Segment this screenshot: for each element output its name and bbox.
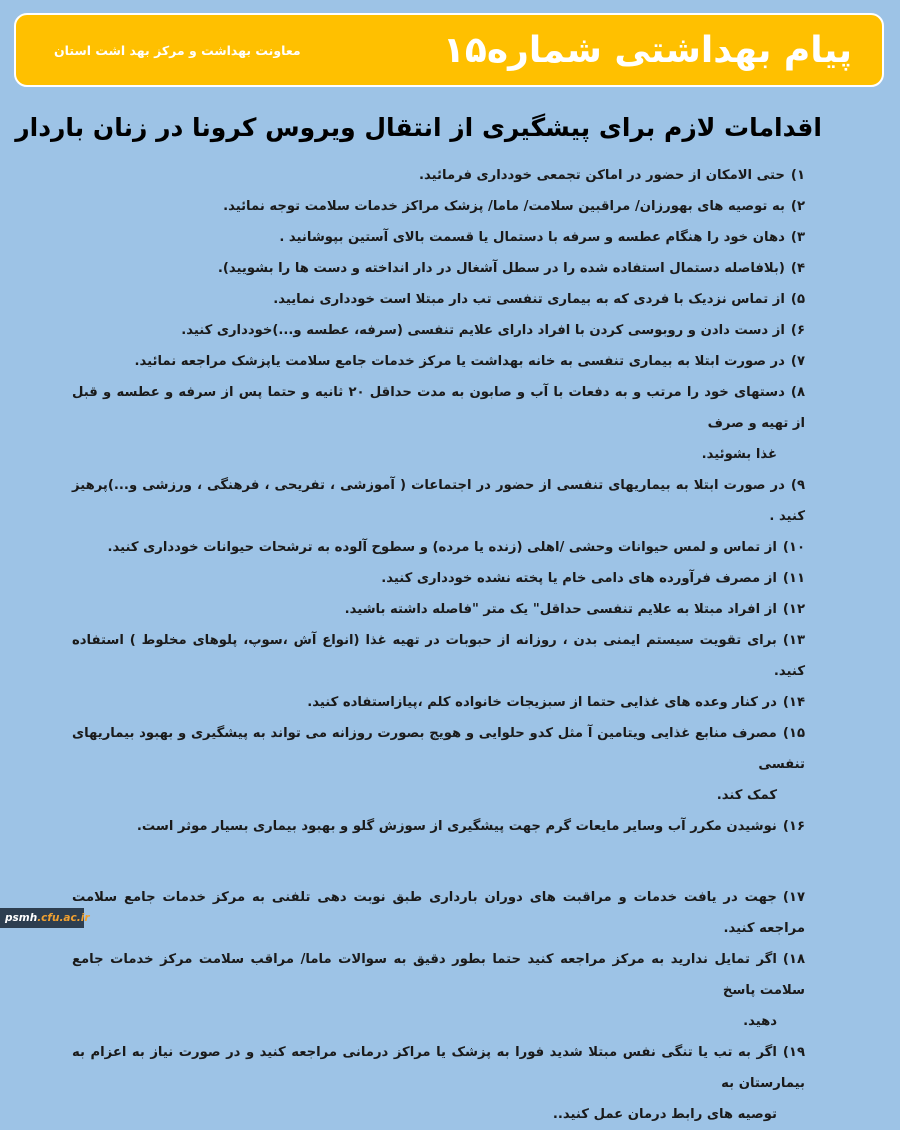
item-text: نوشیدن مکرر آب وسایر مایعات گرم جهت پیشگیری از سوزش گلو و بهبود بیماری بسیار موثر است. <box>136 819 777 834</box>
item-text-continuation: توصیه های رابط درمان عمل کنید.. <box>552 1107 777 1122</box>
item-number: ۸) <box>790 385 805 400</box>
item-number: ۱۸) <box>782 952 805 967</box>
list-item <box>72 346 805 377</box>
site-watermark <box>0 908 90 928</box>
item-text-continuation: کمک کند. <box>716 788 777 803</box>
item-number: ۱۱) <box>782 571 805 586</box>
item-text: در صورت ابتلا به بیماری تنفسی به خانه بهداشت یا مرکز خدمات جامع سلامت یاپزشک مراجعه نمائید. <box>134 354 785 369</box>
header-banner <box>14 13 884 87</box>
item-text: جهت در یافت خدمات و مراقبت های دوران بارداری طبق نوبت دهی تلفنی به مرکز خدمات جامع سلامت مراجعه کنید. <box>72 890 805 936</box>
item-number: ۹) <box>790 478 805 493</box>
item-number: ۱۶) <box>782 819 805 834</box>
item-number: ۳) <box>790 230 805 245</box>
list-item <box>72 222 805 253</box>
item-text: از تماس و لمس حیوانات وحشی /اهلی (زنده یا مرده) و سطوح آلوده به ترشحات حیوانات خودداری کنید. <box>107 540 777 555</box>
item-text: حتی الامکان از حضور در اماکن تجمعی خودداری فرمائید. <box>419 168 785 183</box>
item-number: ۱۳) <box>782 633 805 648</box>
item-text: از مصرف فرآورده های دامی خام یا پخته نشده خودداری کنید. <box>381 571 777 586</box>
list-item <box>72 718 805 811</box>
item-text: از افراد مبتلا به علایم تنفسی حداقل" یک متر "فاصله داشته باشید. <box>344 602 777 617</box>
item-number: ۱) <box>790 168 805 183</box>
item-number: ۱۰) <box>782 540 805 555</box>
item-text: برای تقویت سیستم ایمنی بدن ، روزانه از حبوبات در تهیه غذا (انواع آش ،سوپ، پلوهای مخلوط ) استفاده کنید. <box>72 633 805 679</box>
list-item <box>72 377 805 470</box>
item-text: (بلافاصله دستمال استفاده شده را در سطل آشغال در دار انداخته و دست ها را بشویید). <box>217 261 785 276</box>
watermark-part1: psmh <box>5 912 38 924</box>
item-text: در صورت ابتلا به بیماریهای تنفسی از حضور در اجتماعات ( آموزشی ، تفریحی ، فرهنگی ، ورزشی و...)پرهیز کنید . <box>72 478 805 524</box>
recommendations-list <box>72 160 805 1130</box>
list-item <box>72 625 805 687</box>
list-item <box>72 191 805 222</box>
list-item <box>72 1037 805 1130</box>
list-item <box>72 563 805 594</box>
item-number: ۶) <box>790 323 805 338</box>
page-title: اقدامات لازم برای پیشگیری از انتقال ویروس کرونا در زنان باردار <box>15 113 822 142</box>
list-item <box>72 470 805 532</box>
header-title: پیام بهداشتی شماره۱۵ <box>442 30 852 71</box>
item-number: ۱۴) <box>782 695 805 710</box>
item-number: ۴) <box>790 261 805 276</box>
list-item <box>72 687 805 718</box>
list-item <box>72 253 805 284</box>
item-number: ۷) <box>790 354 805 369</box>
item-number: ۱۷) <box>782 890 805 905</box>
list-item <box>72 315 805 346</box>
item-text: دهان خود را هنگام عطسه و سرفه با دستمال یا قسمت بالای آستین بپوشانید . <box>279 230 785 245</box>
list-item <box>72 284 805 315</box>
item-text: از تماس نزدیک با فردی که به بیماری تنفسی تب دار مبتلا است خودداری نمایید. <box>273 292 785 307</box>
item-text-continuation: غذا بشوئید. <box>701 447 777 462</box>
list-item <box>72 811 805 842</box>
item-text: مصرف منابع غذایی ویتامین آ مثل کدو حلوایی و هویج بصورت روزانه می تواند به پیشگیری و بهبود بیماریهای تنفسی <box>72 726 805 772</box>
list-item <box>72 944 805 1037</box>
item-text: به توصیه های بهورزان/ مراقبین سلامت/ ماما/ پزشک مراکز خدمات سلامت توجه نمائید. <box>223 199 785 214</box>
watermark-part2: .cfu.ac.ir <box>37 912 90 924</box>
item-number: ۲) <box>790 199 805 214</box>
item-number: ۱۲) <box>782 602 805 617</box>
list-item <box>72 532 805 563</box>
item-text: از دست دادن و روبوسی کردن با افراد دارای علایم تنفسی (سرفه، عطسه و...)خودداری کنید. <box>181 323 785 338</box>
item-text: اگر به تب یا تنگی نفس مبتلا شدید فورا به پزشک یا مراکز درمانی مراجعه کنید و در صورت نیاز به اعزام به بیمارستان به <box>72 1045 805 1091</box>
item-number: ۵) <box>790 292 805 307</box>
item-text: دستهای خود را مرتب و به دفعات با آب و صابون به مدت حداقل ۲۰ ثانیه و حتما پس از سرفه و عطسه و قبل از تهیه و صرف <box>72 385 805 431</box>
item-text: در کنار وعده های غذایی حتما از سبزیجات خانواده کلم ،پیازاستفاده کنید. <box>307 695 777 710</box>
item-number: ۱۹) <box>782 1045 805 1060</box>
item-number: ۱۵) <box>782 726 805 741</box>
item-text: اگر تمایل ندارید به مرکز مراجعه کنید حتما بطور دقیق به سوالات ماما/ مراقب سلامت مرکز خدمات جامع سلامت پاسخ <box>72 952 805 998</box>
header-subtitle: معاونت بهداشت و مرکز بهد اشت استان <box>54 43 301 58</box>
list-item <box>72 160 805 191</box>
item-text-continuation: دهید. <box>743 1014 777 1029</box>
list-item <box>72 594 805 625</box>
section-spacer <box>72 842 805 882</box>
